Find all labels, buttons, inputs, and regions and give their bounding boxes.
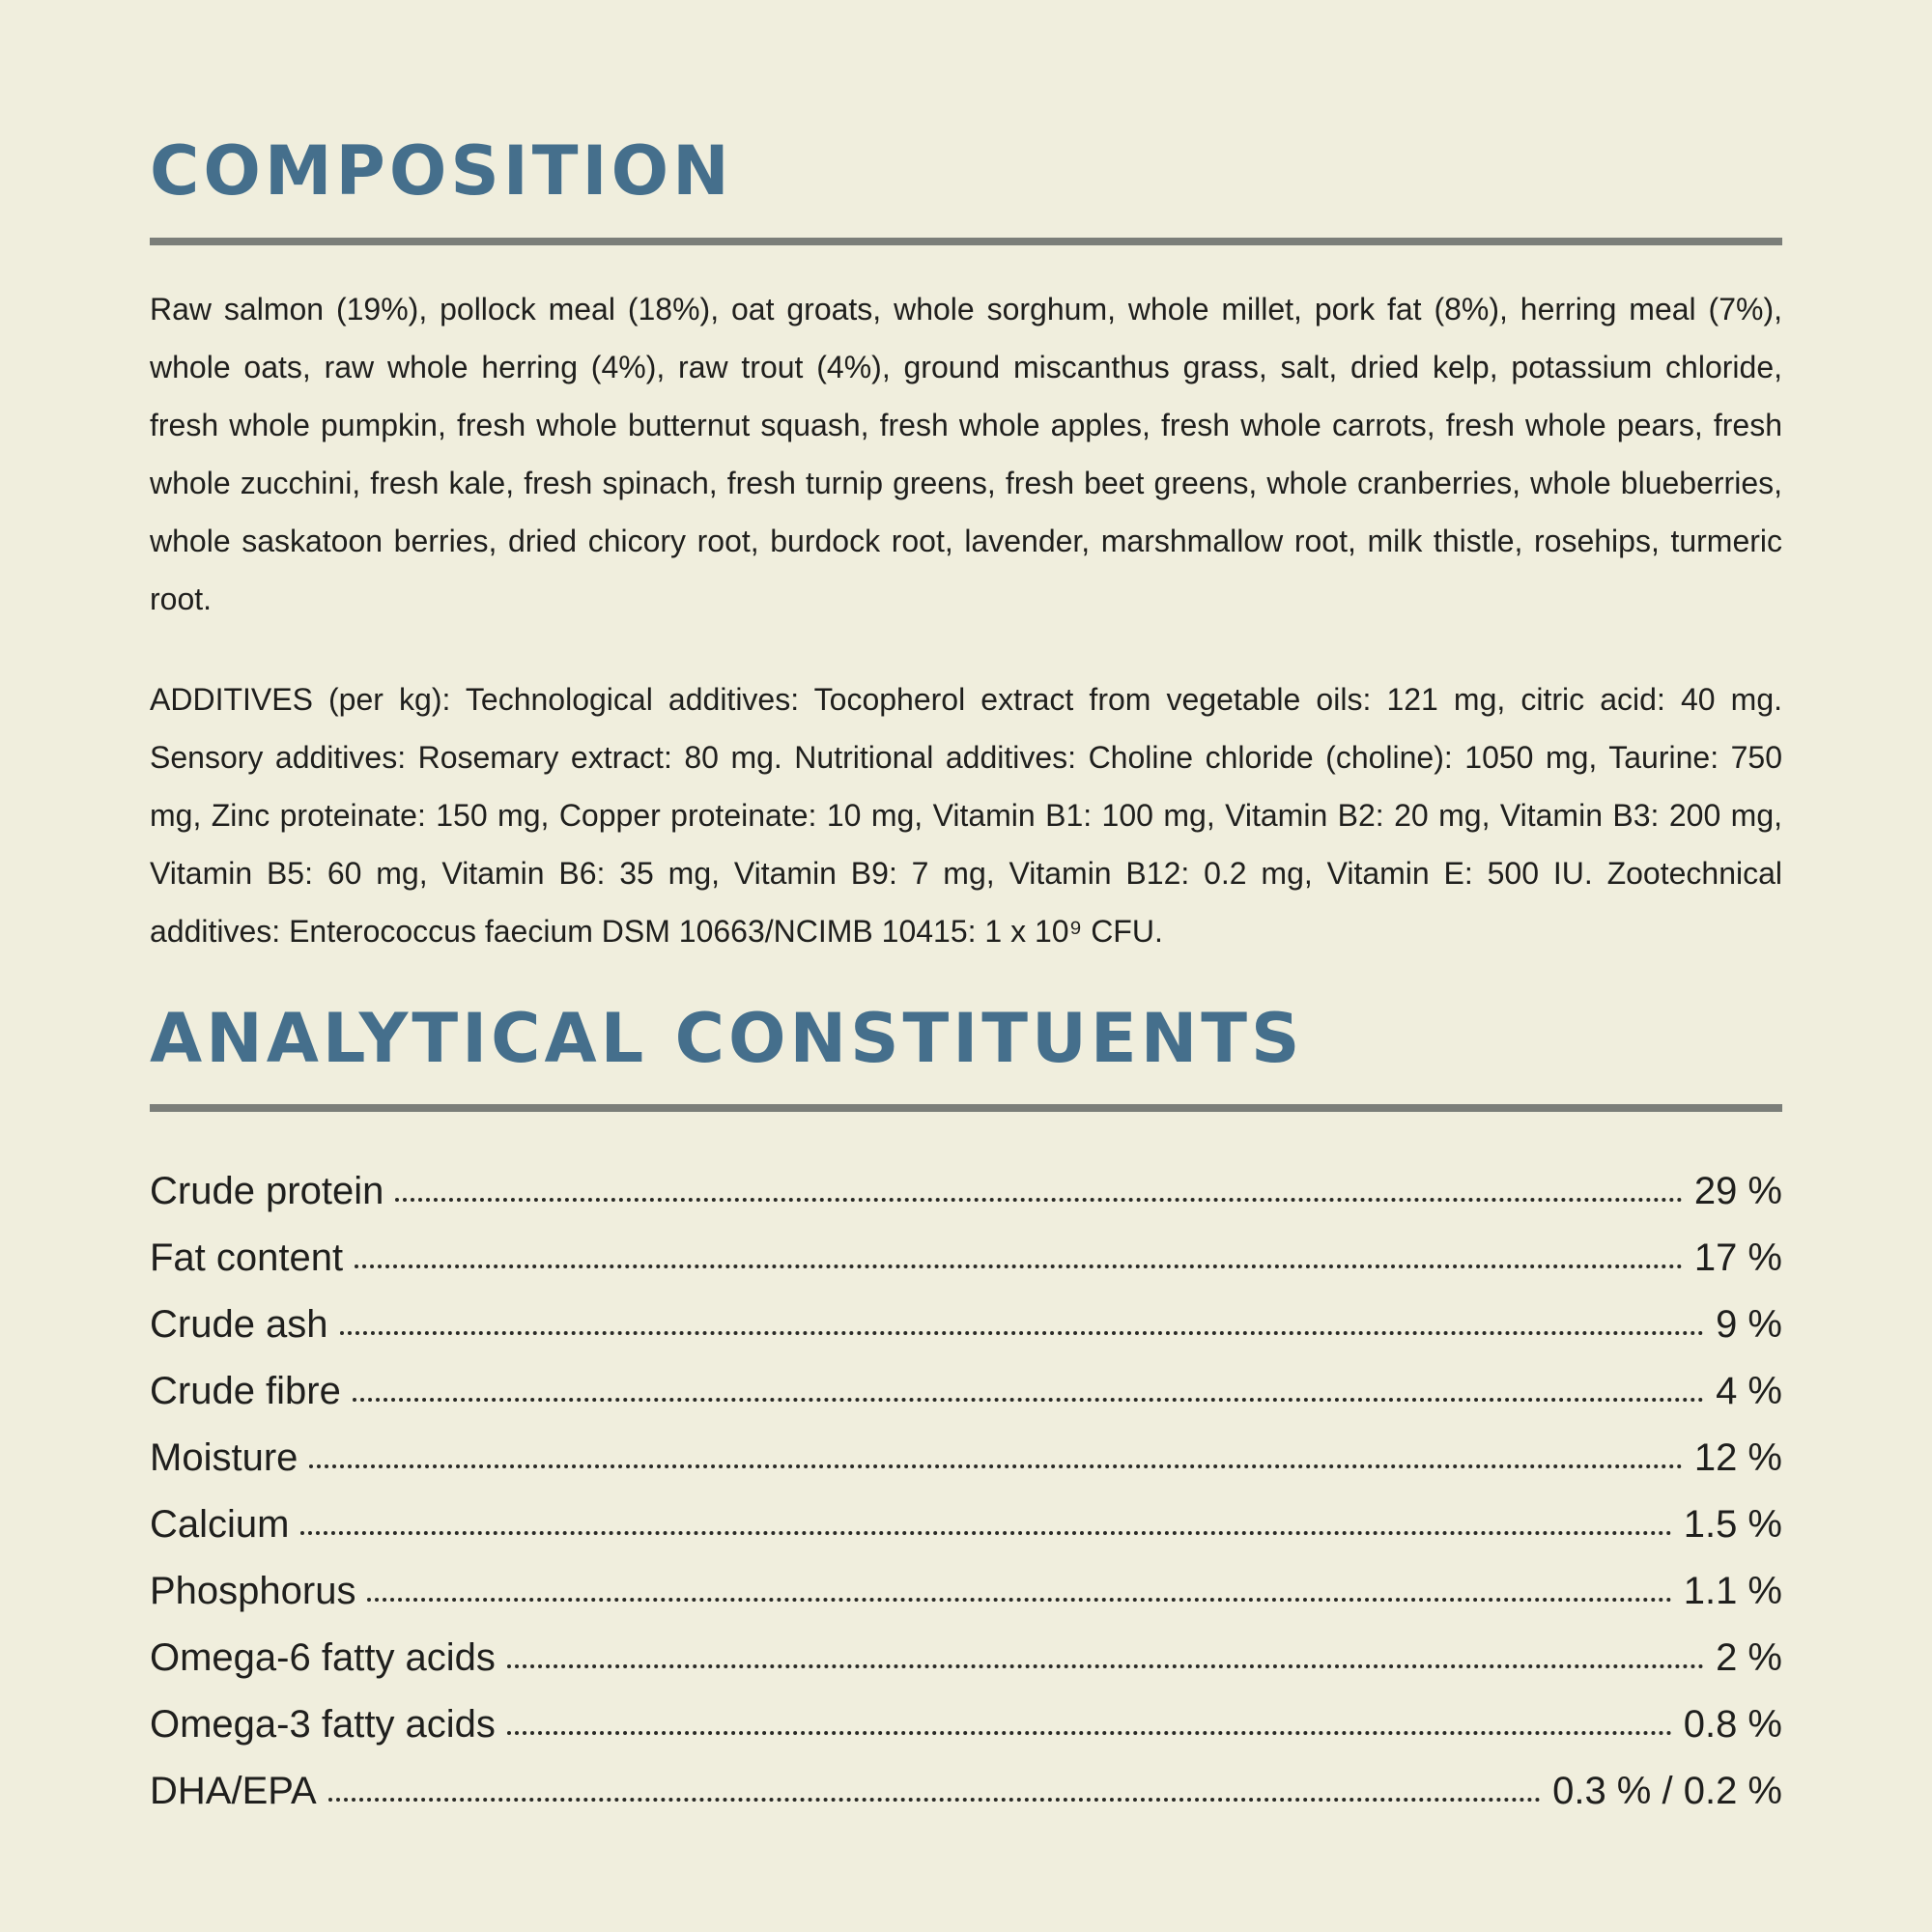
dotted-leader (309, 1464, 1682, 1468)
dotted-leader (395, 1198, 1682, 1202)
dotted-leader (340, 1331, 1705, 1335)
analytical-row (150, 1213, 1782, 1280)
analytical-row-label: Moisture (150, 1436, 298, 1480)
analytical-row-label: Crude fibre (150, 1370, 341, 1413)
analytical-row (150, 1480, 1782, 1547)
analytical-table (150, 1147, 1782, 1813)
analytical-row (150, 1347, 1782, 1413)
analytical-divider (150, 1104, 1782, 1112)
composition-divider (150, 238, 1782, 245)
analytical-row (150, 1147, 1782, 1213)
analytical-row-value: 17 % (1693, 1236, 1782, 1280)
analytical-row-label: Omega-3 fatty acids (150, 1703, 496, 1747)
analytical-row-label: DHA/EPA (150, 1770, 317, 1813)
analytical-row-label: Omega-6 fatty acids (150, 1636, 496, 1680)
dotted-leader (300, 1531, 1671, 1535)
analytical-row (150, 1680, 1782, 1747)
analytical-section (150, 998, 1782, 1814)
analytical-row-value: 12 % (1693, 1436, 1782, 1480)
composition-section (150, 131, 1782, 960)
dotted-leader (355, 1264, 1683, 1268)
analytical-row-value: 0.3 % / 0.2 % (1552, 1770, 1782, 1813)
ingredients-paragraph: Raw salmon (19%), pollock meal (18%), oat groats, whole sorghum, whole millet, pork fat (8%), herring meal (7%), whole oats, raw whole herring (4%), raw trout (4%), ground miscanthus grass, salt, dried kelp, potassium chloride, fresh whole pumpkin, fresh whole butternut squash, fresh whole apples, fresh whole carrots, fresh whole pears, fresh whole zucchini, fresh kale, fresh spinach, fresh turnip greens, fresh beet greens, whole cranberries, whole blueberries, whole saskatoon berries, dried chicory root, burdock root, lavender, marshmallow root, milk thistle, rosehips, turmeric root. (150, 291, 1782, 616)
composition-title: COMPOSITION (150, 131, 733, 211)
analytical-title: ANALYTICAL CONSTITUENTS (150, 998, 1304, 1078)
analytical-row-value: 0.8 % (1683, 1703, 1782, 1747)
dotted-leader (507, 1664, 1704, 1668)
analytical-row-value: 1.5 % (1683, 1503, 1782, 1547)
analytical-row-label: Calcium (150, 1503, 290, 1547)
dotted-leader (367, 1598, 1671, 1602)
analytical-row-value: 9 % (1716, 1303, 1782, 1347)
analytical-row (150, 1547, 1782, 1613)
dotted-leader (507, 1731, 1672, 1735)
analytical-row-label: Crude ash (150, 1303, 328, 1347)
additives-paragraph: ADDITIVES (per kg): Technological additives: Tocopherol extract from vegetable oils: 121 mg, citric acid: 40 mg. Sensory additives: Rosemary extract: 80 mg. Nutritional additives: Choline chloride (choline): 1050 mg, Taurine: 750 mg, Zinc proteinate: 150 mg, Copper proteinate: 10 mg, Vitamin B1: 100 mg, Vitamin B2: 20 mg, Vitamin B3: 200 mg, Vitamin B5: 60 mg, Vitamin B6: 35 mg, Vitamin B9: 7 mg, Vitamin B12: 0.2 mg, Vitamin E: 500 IU. Zootechnical additives: Enterococcus faecium DSM 10663/NCIMB 10415: 1 x 10⁹ CFU. (150, 681, 1782, 949)
analytical-row-value: 4 % (1716, 1370, 1782, 1413)
analytical-row-label: Crude protein (150, 1170, 384, 1213)
analytical-row-value: 2 % (1716, 1636, 1782, 1680)
analytical-row-value: 29 % (1693, 1170, 1782, 1213)
dotted-leader (328, 1798, 1541, 1802)
analytical-row (150, 1280, 1782, 1347)
dotted-leader (353, 1398, 1704, 1402)
analytical-row (150, 1413, 1782, 1480)
analytical-row-value: 1.1 % (1683, 1570, 1782, 1613)
analytical-row (150, 1747, 1782, 1813)
analytical-row-label: Fat content (150, 1236, 344, 1280)
analytical-row (150, 1613, 1782, 1680)
analytical-row-label: Phosphorus (150, 1570, 356, 1613)
